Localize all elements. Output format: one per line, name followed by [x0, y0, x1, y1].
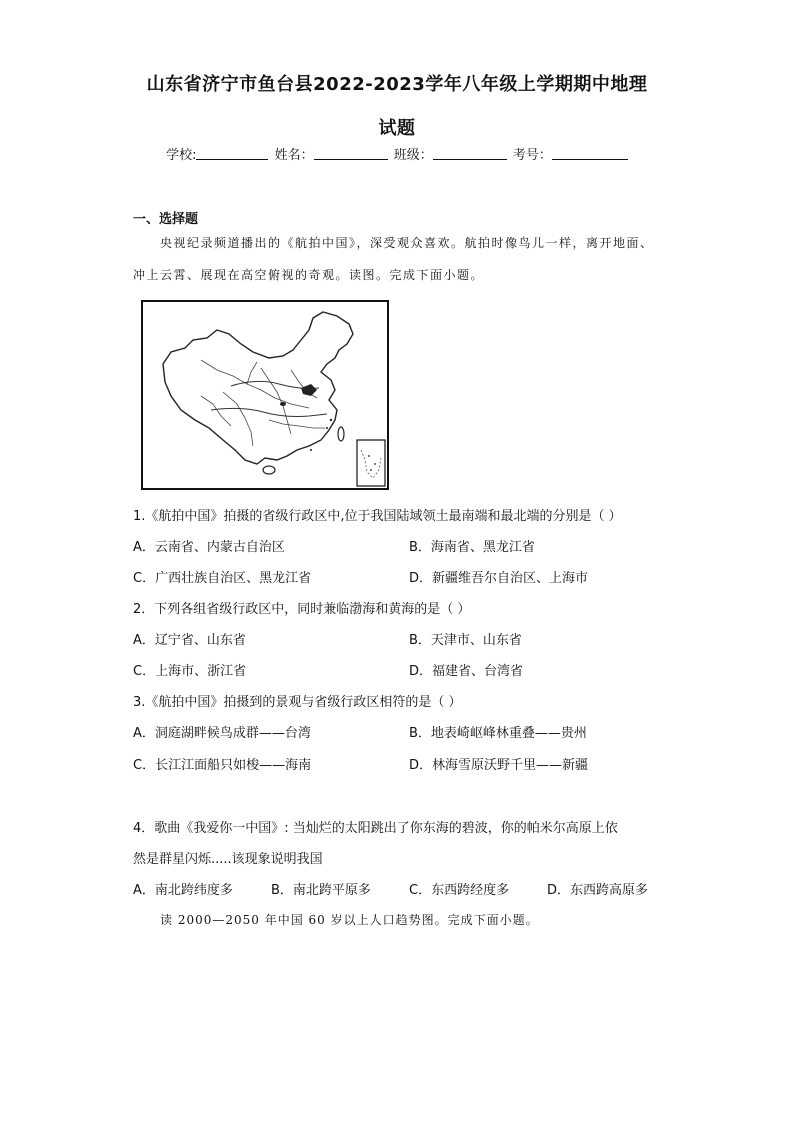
question-4-option-d[interactable]: D．东西跨高原多: [547, 883, 649, 898]
china-map-image: [141, 300, 389, 490]
number-label: 考号：: [512, 148, 552, 163]
question-1-option-a[interactable]: A．云南省、内蒙古自治区: [133, 540, 285, 555]
question-4-stem-continued: 然是群星闪烁.....该现象说明我国: [133, 852, 323, 867]
class-blank: [433, 147, 507, 160]
question-2-stem: 2．下列各组省级行政区中，同时兼临渤海和黄海的是（ ）: [133, 602, 471, 617]
page-title-continued: 试题: [378, 118, 416, 139]
question-2-option-c[interactable]: C．上海市、浙江省: [133, 664, 247, 679]
south-china-sea-inset: [357, 440, 385, 486]
school-label: 学校:: [166, 148, 197, 163]
question-3-option-c[interactable]: C．长江江面船只如梭——海南: [133, 758, 312, 773]
intro-text-line: 读 2000—2050 年中国 60 岁以上人口趋势图。完成下面小题。: [160, 913, 539, 927]
question-2-option-d[interactable]: D．福建省、台湾省: [409, 664, 524, 679]
question-1-option-b[interactable]: B．海南省、黑龙江省: [409, 540, 535, 555]
section-heading: 一、选择题: [133, 212, 199, 227]
question-4-stem: 4．歌曲《我爱你一中国》: 当灿烂的太阳跳出了你东海的碧波，你的帕米尔高原上依: [133, 821, 618, 836]
intro-text-line: 央视纪录频道播出的《航拍中国》，深受观众喜欢。航拍时像鸟儿一样，离开地面、: [160, 236, 654, 250]
class-label: 班级：: [393, 148, 433, 163]
number-blank: [552, 147, 628, 160]
question-3-option-d[interactable]: D．林海雪原沃野千里——新疆: [409, 758, 589, 773]
question-1-option-c[interactable]: C．广西壮族自治区、黑龙江省: [133, 571, 312, 586]
question-3-stem: 3.《航拍中国》拍摄到的景观与省级行政区相符的是（ ）: [133, 695, 462, 710]
name-blank: [314, 147, 388, 160]
page-title: 山东省济宁市鱼台县2022-2023学年八年级上学期期中地理: [146, 74, 648, 95]
question-3-option-a[interactable]: A．洞庭湖畔候鸟成群——台湾: [133, 726, 311, 741]
name-label: 姓名：: [274, 148, 314, 163]
question-2-option-b[interactable]: B．天津市、山东省: [409, 633, 522, 648]
question-4-option-b[interactable]: B．南北跨平原多: [271, 883, 371, 898]
question-4-option-c[interactable]: C．东西跨经度多: [409, 883, 510, 898]
student-info-line: [0, 144, 794, 163]
question-2-option-a[interactable]: A．辽宁省、山东省: [133, 633, 246, 648]
intro-text-line: 冲上云霄、展现在高空俯视的奇观。读图。完成下面小题。: [133, 268, 485, 282]
question-4-option-a[interactable]: A．南北跨纬度多: [133, 883, 233, 898]
question-1-stem: 1.《航拍中国》拍摄的省级行政区中,位于我国陆域领土最南端和最北端的分别是（ ）: [133, 509, 622, 524]
question-1-option-d[interactable]: D．新疆维吾尔自治区、上海市: [409, 571, 589, 586]
question-3-option-b[interactable]: B．地表崎岖峰林重叠——贵州: [409, 726, 587, 741]
china-map-figure: [141, 300, 389, 490]
school-blank: [196, 147, 268, 160]
